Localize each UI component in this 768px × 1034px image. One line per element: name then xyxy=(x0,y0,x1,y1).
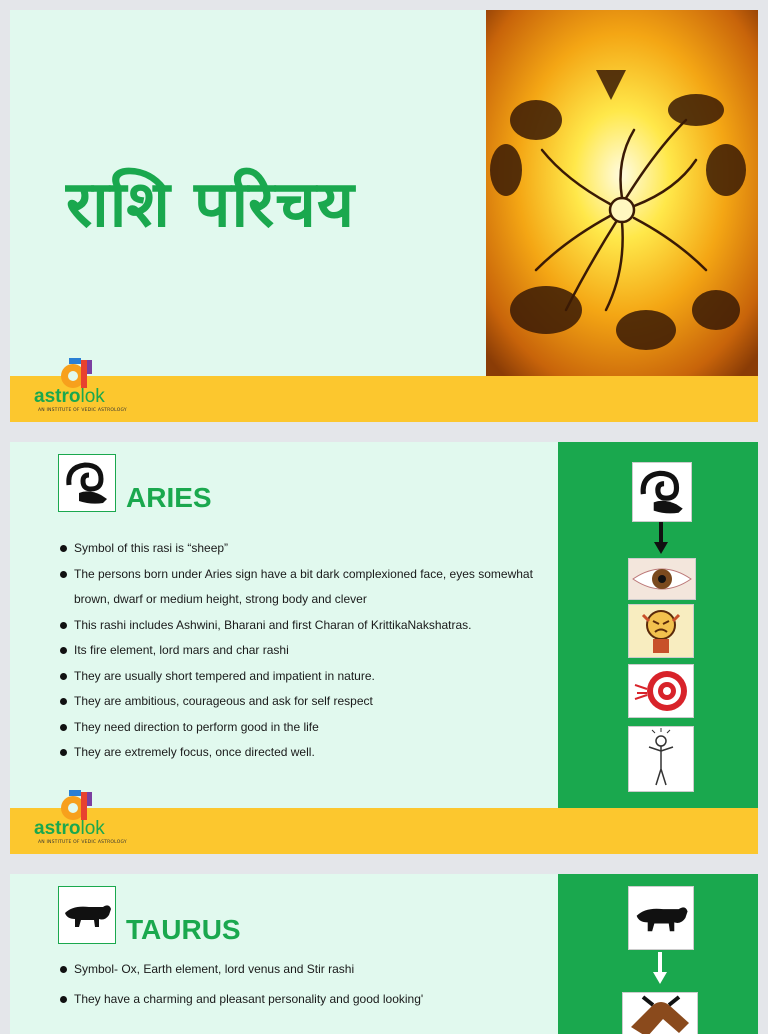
list-item: They are usually short tempered and impatient in nature. xyxy=(60,664,550,690)
handshake-icon xyxy=(623,993,697,1034)
angry-face-icon xyxy=(629,605,693,657)
down-arrow-icon xyxy=(653,952,667,986)
logo-name-lok: lok xyxy=(80,386,105,407)
logo-tagline: AN INSTITUTE OF VEDIC ASTROLOGY xyxy=(38,840,127,845)
target-card xyxy=(628,664,694,718)
bull-icon-card xyxy=(628,886,694,950)
eye-icon-card xyxy=(628,558,696,600)
list-item: They are extremely focus, once directed well. xyxy=(60,740,550,766)
target-icon xyxy=(629,665,693,717)
list-item: They have a charming and pleasant personality and good looking' xyxy=(60,984,550,1014)
ram-icon xyxy=(59,455,115,511)
ram-icon-card xyxy=(632,462,692,522)
handshake-card xyxy=(622,992,698,1034)
taurus-points xyxy=(60,954,550,1014)
astrolok-logo xyxy=(24,788,136,852)
logo-name-astro: astro xyxy=(34,818,81,839)
astrolok-logo xyxy=(24,356,136,420)
ram-icon xyxy=(633,463,691,521)
aries-slide xyxy=(10,442,758,854)
taurus-sign-box xyxy=(58,886,116,944)
aries-icon-panel xyxy=(558,442,758,808)
list-item: They are ambitious, courageous and ask for self respect xyxy=(60,689,550,715)
title-slide xyxy=(10,10,758,422)
aries-title: ARIES xyxy=(126,482,212,513)
aries-points xyxy=(60,536,550,766)
logo-name-lok: lok xyxy=(80,818,105,839)
person-card xyxy=(628,726,694,792)
list-item: This rashi includes Ashwini, Bharani and first Charan of KrittikaNakshatras. xyxy=(60,613,550,639)
list-item: Symbol of this rasi is “sheep” xyxy=(60,536,550,562)
slide-title: राशि परिचय xyxy=(66,168,355,242)
logo-tagline: AN INSTITUTE OF VEDIC ASTROLOGY xyxy=(38,408,127,413)
taurus-slide xyxy=(10,874,758,1034)
eye-icon xyxy=(629,559,695,599)
angry-face-card xyxy=(628,604,694,658)
person-icon xyxy=(629,727,693,791)
zodiac-wheel-illustration xyxy=(486,10,758,376)
list-item: Symbol- Ox, Earth element, lord venus and Stir rashi xyxy=(60,954,550,984)
taurus-icon-panel xyxy=(558,874,758,1034)
bull-icon xyxy=(629,887,693,949)
list-item: The persons born under Aries sign have a bit dark complexioned face, eyes somewhat brown, dwarf or medium height, strong body and clever xyxy=(60,562,550,613)
bull-icon xyxy=(59,887,115,943)
taurus-title: TAURUS xyxy=(126,914,241,945)
list-item: They need direction to perform good in the life xyxy=(60,715,550,741)
list-item: Its fire element, lord mars and char rashi xyxy=(60,638,550,664)
aries-sign-box xyxy=(58,454,116,512)
logo-name-astro: astro xyxy=(34,386,81,407)
down-arrow-icon xyxy=(654,522,668,556)
